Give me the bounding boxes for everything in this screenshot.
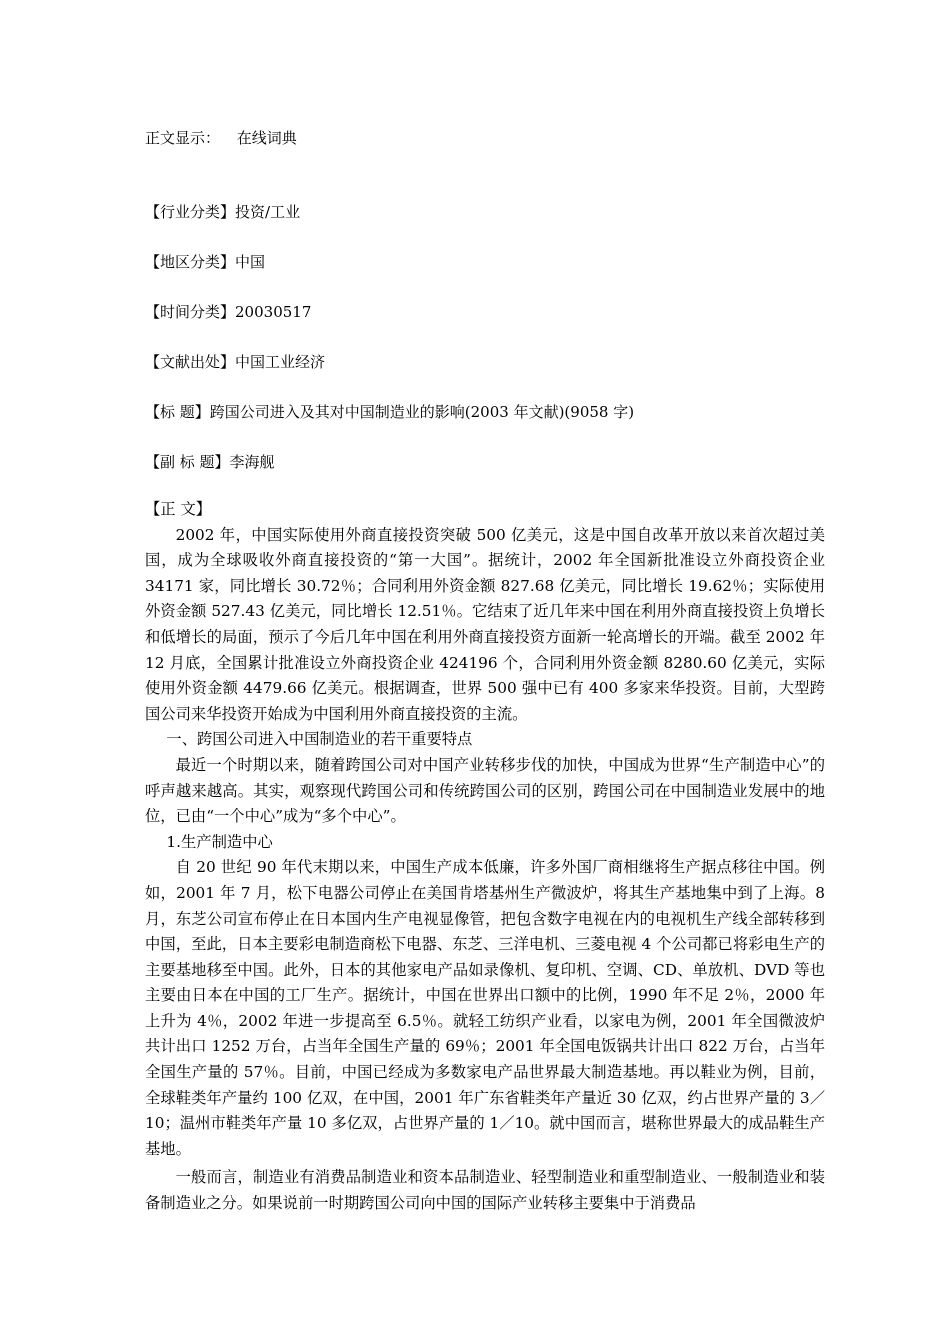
meta-label: 【标 题】 — [145, 403, 210, 421]
meta-title — [145, 403, 634, 421]
meta-value: 20030517 — [235, 303, 312, 321]
article-body — [145, 497, 825, 1217]
meta-value: 李海舰 — [229, 453, 275, 471]
paragraph: 一般而言，制造业有消费品制造业和资本品制造业、轻型制造业和重型制造业、一般制造业和装备制造业之分。如果说前一时期跨国公司向中国的国际产业转移主要集中于消费品 — [145, 1168, 825, 1213]
body-heading: 【正 文】 — [145, 500, 212, 518]
meta-value: 中国工业经济 — [235, 353, 326, 371]
online-dictionary-link[interactable]: 在线词典 — [236, 129, 297, 147]
meta-time — [145, 303, 311, 321]
subsection-heading: 1.生产制造中心 — [166, 832, 273, 851]
meta-subtitle — [145, 453, 275, 471]
meta-label: 【时间分类】 — [145, 303, 236, 321]
meta-region — [145, 253, 265, 271]
meta-label: 【副 标 题】 — [145, 453, 230, 471]
paragraph: 2002 年，中国实际使用外商直接投资突破 500 亿美元，这是中国自改革开放以来首次超过美国，成为全球吸收外商直接投资的“第一大国”。据统计，2002 年全国新批准设立外商投资企业 34171 家，同比增长 30.72％；合同利用外资金额 827.68 亿美元，同比增长 19.62％；实际使用外资金额 527.43 亿美元，同比增长 12.51％。它结束了近几年来中国在利用外商直接投资上负增长和低增长的局面，预示了今后几年中国在利用外商直接投资方面新一轮高增长的开端。截至 2002 年 12 月底，全国累计批准设立外商投资企业 424196 个，合同利用外资金额 8280.60 亿美元，实际使用外资金额 4479.66 亿美元。根据调查，世界 500 强中已有 400 多家来华投资。目前，大型跨国公司来华投资开始成为中国利用外商直接投资的主流。 — [145, 525, 825, 723]
meta-value: 投资/工业 — [235, 203, 301, 221]
paragraph: 自 20 世纪 90 年代末期以来，中国生产成本低廉，许多外国厂商相继将生产据点移往中国。例如，2001 年 7 月，松下电器公司停止在美国肯塔基州生产微波炉，将其生产基地集中到了上海。8 月，东芝公司宣布停止在日本国内生产电视显像管，把包含数字电视在内的电视机生产线全部转移到中国，至此，日本主要彩电制造商松下电器、东芝、三洋电机、三菱电视 4 个公司都已将彩电生产的主要基地移至中国。此外，日本的其他家电产品如录像机、复印机、空调、CD、单放机、DVD 等也主要由日本在中国的工厂生产。据统计，中国在世界出口额中的比例，1990 年不足 2％，2000 年上升为 4％，2002 年进一步提高至 6.5％。就轻工纺织产业看，以家电为例，2001 年全国微波炉共计出口 1252 万台，占当年全国生产量的 69％；2001 年全国电饭锅共计出口 822 万台，占当年全国生产量的 57％。目前，中国已经成为多数家电产品世界最大制造基地。再以鞋业为例，目前，全球鞋类年产量约 100 亿双，在中国，2001 年广东省鞋类年产量近 30 亿双，约占世界产量的 3／10；温州市鞋类年产量 10 多亿双，占世界产量的 1／10。就中国而言，堪称世界最大的成品鞋生产基地。 — [145, 858, 825, 1158]
meta-label: 【文献出处】 — [145, 353, 236, 371]
section-heading: 一、跨国公司进入中国制造业的若干重要特点 — [166, 730, 473, 749]
display-header — [145, 129, 297, 147]
meta-source — [145, 353, 325, 371]
meta-value: 跨国公司进入及其对中国制造业的影响(2003 年文献)(9058 字) — [209, 403, 635, 421]
meta-value: 中国 — [235, 253, 266, 271]
meta-industry — [145, 203, 300, 221]
paragraph: 最近一个时期以来，随着跨国公司对中国产业转移步伐的加快，中国成为世界“生产制造中心”的呼声越来越高。其实，观察现代跨国公司和传统跨国公司的区别，跨国公司在中国制造业发展中的地位，已由“一个中心”成为“多个中心”。 — [145, 755, 825, 826]
display-label: 正文显示： — [145, 129, 221, 147]
meta-label: 【行业分类】 — [145, 203, 236, 221]
meta-label: 【地区分类】 — [145, 253, 236, 271]
